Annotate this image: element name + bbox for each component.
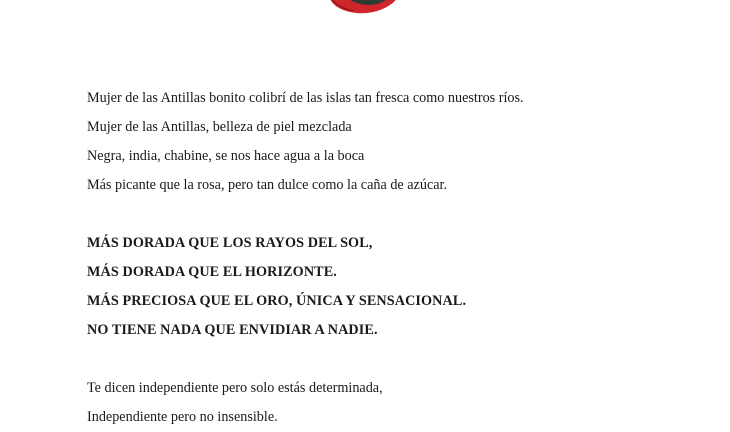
stanza-gap bbox=[87, 345, 687, 374]
verse-2 bbox=[87, 374, 687, 432]
lyric-line: Más picante que la rosa, pero tan dulce como la caña de azúcar. bbox=[87, 177, 448, 193]
chorus-line: MÁS PRECIOSA QUE EL ORO, ÚNICA Y SENSACIONAL. bbox=[87, 293, 467, 309]
lyric-line: Negra, india, chabine, se nos hace agua a la boca bbox=[87, 148, 365, 164]
lyrics-document bbox=[87, 84, 687, 432]
lyric-line: Independiente pero no insensible. bbox=[87, 409, 278, 425]
chorus-line: NO TIENE NADA QUE ENVIDIAR A NADIE. bbox=[87, 322, 378, 338]
chorus bbox=[87, 229, 687, 345]
stanza-gap bbox=[87, 200, 687, 229]
verse-1 bbox=[87, 84, 687, 200]
chorus-line: MÁS DORADA QUE EL HORIZONTE. bbox=[87, 264, 337, 280]
chorus-line: MÁS DORADA QUE LOS RAYOS DEL SOL, bbox=[87, 235, 373, 251]
header-logo-icon bbox=[322, 0, 412, 20]
lyric-line: Te dicen independiente pero solo estás determinada, bbox=[87, 380, 383, 396]
lyric-line: Mujer de las Antillas bonito colibrí de las islas tan fresca como nuestros ríos. bbox=[87, 90, 524, 106]
lyric-line: Mujer de las Antillas, belleza de piel mezclada bbox=[87, 119, 352, 135]
